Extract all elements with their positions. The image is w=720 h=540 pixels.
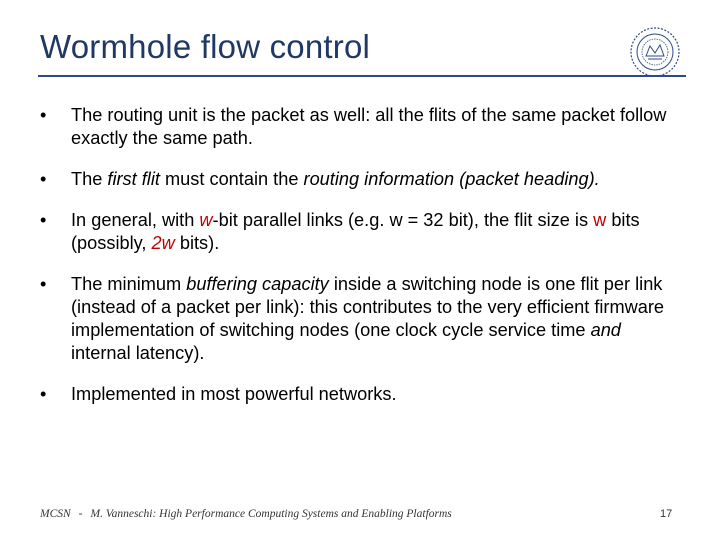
bullet-text [71, 384, 397, 404]
footer [40, 508, 452, 520]
page-number: 17 [660, 508, 673, 520]
bullet-text-run: routing information (packet heading). [303, 169, 600, 189]
bullet-marker: • [40, 105, 47, 125]
title-divider [38, 75, 686, 77]
bullet-text-run: internal latency). [71, 343, 205, 363]
bullet-text-run: bits). [174, 233, 220, 253]
bullet-text [71, 169, 600, 189]
bullet-marker: • [40, 274, 47, 294]
footer-course: MCSN [40, 508, 71, 520]
bullet-text-run: 2w [151, 233, 175, 253]
bullet-marker: • [40, 384, 47, 404]
footer-separator: - [78, 508, 83, 520]
bullet-item [40, 104, 680, 150]
bullet-marker: • [40, 169, 47, 189]
bullet-list [40, 104, 680, 424]
bullet-text-run: bits (possibly, [71, 210, 640, 253]
bullet-text-run: -bit parallel links (e.g. w = 32 bit), the flit size is [212, 210, 594, 230]
bullet-text-run: The [71, 169, 108, 189]
bullet-text [71, 105, 666, 148]
bullet-text-run: Implemented in most powerful networks. [71, 384, 397, 404]
bullet-text [71, 210, 640, 253]
bullet-item [40, 273, 680, 365]
slide-title: Wormhole flow control [40, 28, 371, 65]
bullet-text-run: inside a switching node is one flit per link (instead of a packet per link): this contributes to the very efficient firmware implementation of switching nodes (one clock cycle service time [71, 274, 665, 340]
footer-text: M. Vanneschi: High Performance Computing Systems and Enabling Platforms [90, 508, 452, 520]
bullet-text [71, 274, 664, 363]
bullet-item [40, 168, 680, 191]
bullet-text-run: and [590, 320, 621, 340]
bullet-item [40, 209, 680, 255]
bullet-text-run: The routing unit is the packet as well: all the flits of the same packet follow exactly the same path. [71, 105, 667, 148]
bullet-text-run: The minimum [71, 274, 187, 294]
bullet-text-run: buffering capacity [186, 274, 329, 294]
bullet-item [40, 383, 680, 406]
bullet-text-run: w [593, 210, 607, 230]
bullet-text-run: w [199, 210, 213, 230]
bullet-text-run: must contain the [159, 169, 304, 189]
bullet-text-run: first flit [107, 169, 160, 189]
bullet-marker: • [40, 210, 47, 230]
bullet-text-run: In general, with [71, 210, 200, 230]
university-seal-icon [626, 26, 684, 78]
